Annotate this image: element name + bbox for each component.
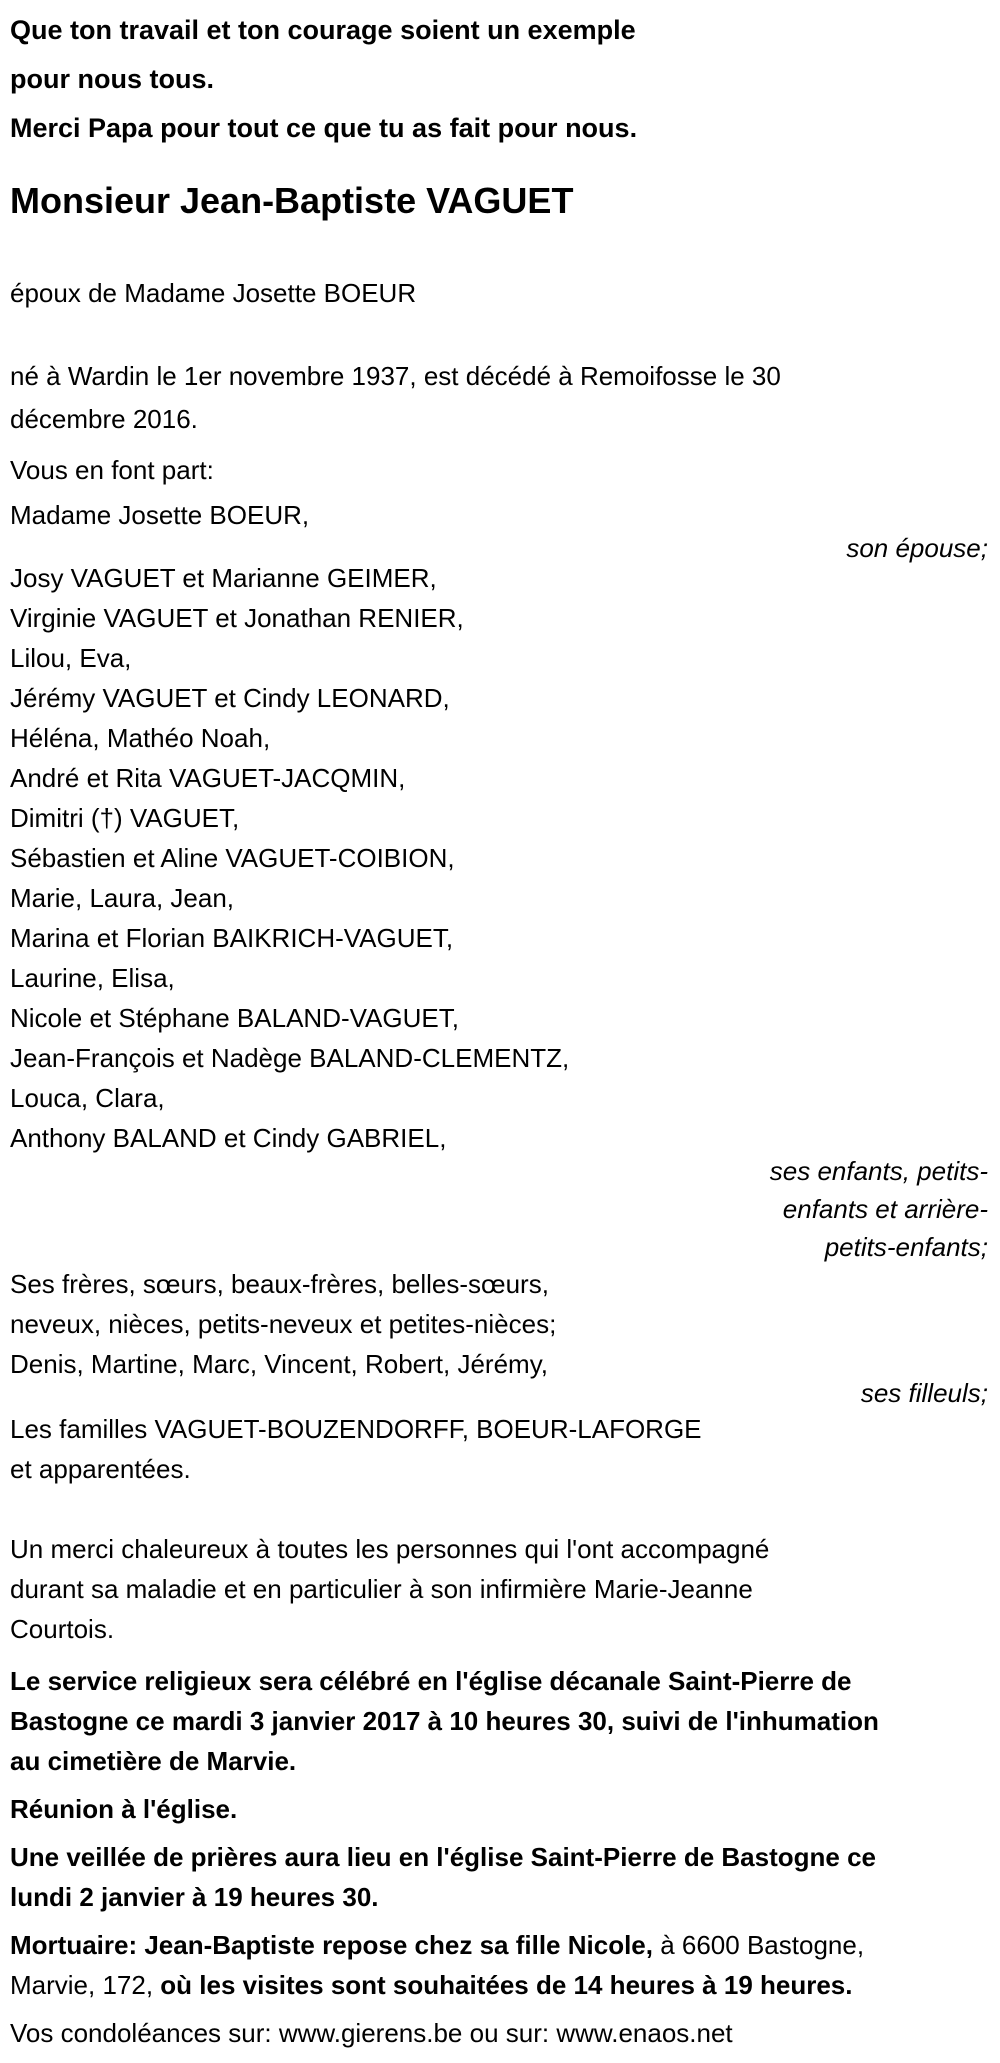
siblings-line-2: neveux, nièces, petits-neveux et petites-nièces;	[10, 1309, 557, 1339]
service-line-2: Bastogne ce mardi 3 janvier 2017 à 10 heures 30, suivi de l'inhumation	[10, 1706, 879, 1736]
epitaph-line-1: Que ton travail et ton courage soient un exemple	[10, 15, 636, 45]
family-member-line: Héléna, Mathéo Noah,	[10, 723, 271, 753]
mortuary-line-1	[10, 1925, 988, 1965]
birth-death-paragraph	[10, 355, 988, 441]
deceased-name-title: Monsieur Jean-Baptiste VAGUET	[10, 180, 574, 221]
spouse-relation-label: son épouse;	[846, 533, 988, 563]
family-member-line: Sébastien et Aline VAGUET-COIBION,	[10, 843, 455, 873]
mortuary-bold-2: où les visites sont souhaitées de 14 heures à 19 heures.	[160, 1970, 853, 2000]
children-relation-line-3: petits-enfants;	[824, 1232, 988, 1262]
children-relation-line-2: enfants et arrière-	[782, 1194, 988, 1224]
godchildren-names: Denis, Martine, Marc, Vincent, Robert, Jérémy,	[10, 1349, 549, 1379]
children-relation-label	[10, 1152, 988, 1266]
family-member-line: Anthony BALAND et Cindy GABRIEL,	[10, 1123, 447, 1153]
epitaph-line-2: pour nous tous.	[10, 64, 214, 94]
spouse-name: Madame Josette BOEUR,	[10, 500, 310, 530]
godchildren-relation-label: ses filleuls;	[860, 1378, 988, 1408]
family-member-line: Lilou, Eva,	[10, 643, 132, 673]
mortuary-line-2	[10, 1965, 988, 2005]
thanks-line-1: Un merci chaleureux à toutes les personnes qui l'ont accompagné	[10, 1534, 770, 1564]
siblings-line-1: Ses frères, sœurs, beaux-frères, belles-sœurs,	[10, 1269, 549, 1299]
birth-death-line-2: décembre 2016.	[10, 404, 198, 434]
epitaph-line-3: Merci Papa pour tout ce que tu as fait pour nous.	[10, 113, 638, 143]
service-line-1: Le service religieux sera célébré en l'église décanale Saint-Pierre de	[10, 1666, 852, 1696]
condolences-text-2: ou sur:	[462, 2018, 557, 2048]
families-line-1: Les familles VAGUET-BOUZENDORFF, BOEUR-LAFORGE	[10, 1414, 702, 1444]
service-line-3: au cimetière de Marvie.	[10, 1746, 297, 1776]
family-member-line: Marina et Florian BAIKRICH-VAGUET,	[10, 923, 454, 953]
family-member-line: Jérémy VAGUET et Cindy LEONARD,	[10, 683, 450, 713]
mortuary-bold-1: Mortuaire: Jean-Baptiste repose chez sa fille Nicole,	[10, 1930, 653, 1960]
family-member-line: André et Rita VAGUET-JACQMIN,	[10, 763, 406, 793]
thanks-paragraph	[10, 1529, 988, 1649]
family-member-line: Jean-François et Nadège BALAND-CLEMENTZ,	[10, 1043, 570, 1073]
siblings-paragraph	[10, 1264, 988, 1344]
condolences-link-gierens[interactable]: www.gierens.be	[278, 2018, 463, 2048]
spouse-of-line: époux de Madame Josette BOEUR	[10, 278, 417, 308]
condolences-text-1: Vos condoléances sur:	[10, 2018, 279, 2048]
mortuary-regular-1: à 6600 Bastogne,	[652, 1930, 865, 1960]
vigil-line-1: Une veillée de prières aura lieu en l'église Saint-Pierre de Bastogne ce	[10, 1842, 876, 1872]
family-member-line: Marie, Laura, Jean,	[10, 883, 235, 913]
thanks-line-2: durant sa maladie et en particulier à son infirmière Marie-Jeanne	[10, 1574, 753, 1604]
mortuary-paragraph	[10, 1925, 988, 2005]
reunion-line: Réunion à l'église.	[10, 1794, 238, 1824]
family-member-line: Nicole et Stéphane BALAND-VAGUET,	[10, 1003, 459, 1033]
family-member-line: Josy VAGUET et Marianne GEIMER,	[10, 563, 437, 593]
family-member-line: Dimitri (†) VAGUET,	[10, 803, 240, 833]
families-line-2: et apparentées.	[10, 1454, 191, 1484]
family-member-line: Louca, Clara,	[10, 1083, 165, 1113]
condolences-link-enaos[interactable]: www.enaos.net	[556, 2018, 733, 2048]
family-members-list	[10, 558, 988, 1158]
epitaph	[10, 6, 988, 153]
announcement-intro: Vous en font part:	[10, 455, 214, 485]
children-relation-line-1: ses enfants, petits-	[769, 1156, 988, 1186]
mortuary-regular-2: Marvie, 172,	[10, 1970, 161, 2000]
vigil-paragraph	[10, 1837, 988, 1917]
family-member-line: Virginie VAGUET et Jonathan RENIER,	[10, 603, 464, 633]
families-paragraph	[10, 1409, 988, 1489]
condolences-line	[10, 2013, 988, 2053]
birth-death-line-1: né à Wardin le 1er novembre 1937, est décédé à Remoifosse le 30	[10, 361, 781, 391]
religious-service-paragraph	[10, 1661, 988, 1781]
vigil-line-2: lundi 2 janvier à 19 heures 30.	[10, 1882, 379, 1912]
thanks-line-3: Courtois.	[10, 1614, 115, 1644]
family-member-line: Laurine, Elisa,	[10, 963, 175, 993]
